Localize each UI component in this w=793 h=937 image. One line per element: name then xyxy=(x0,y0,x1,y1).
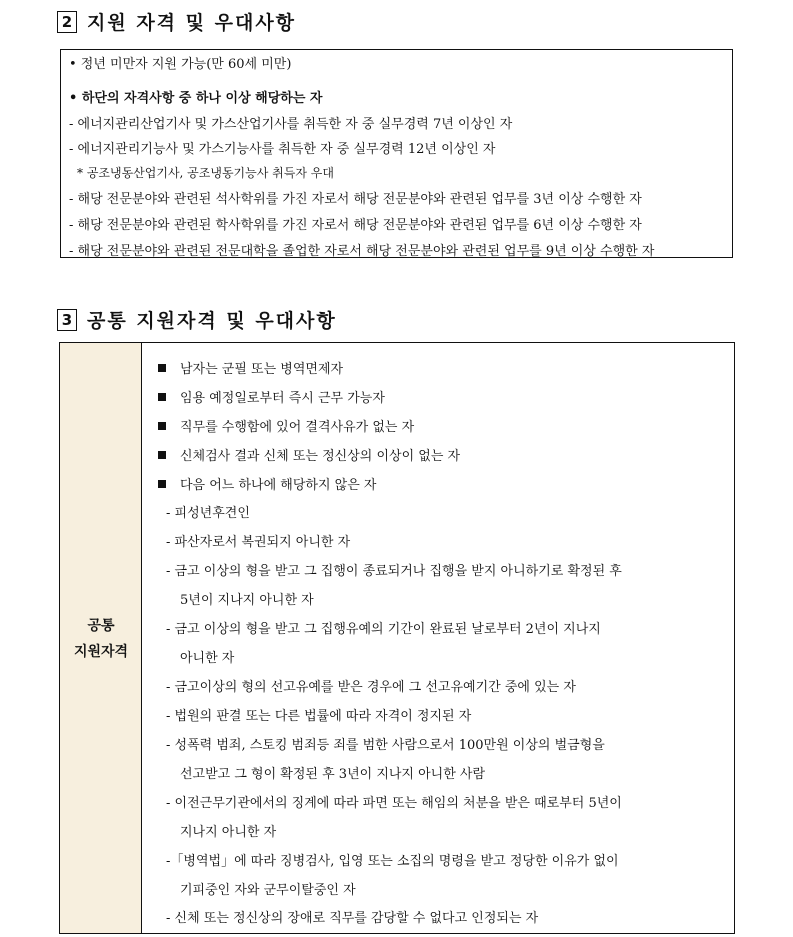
section-2-heading xyxy=(57,8,296,35)
bullet-item: 임용 예정일로부터 즉시 근무 가능자 xyxy=(158,387,385,406)
list-item-continuation: 지나지 아니한 자 xyxy=(180,825,277,840)
section-3-heading xyxy=(57,306,337,333)
qual-line: - 해당 전문분야와 관련된 학사학위를 가진 자로서 해당 전문분야와 관련된 업무를 6년 이상 수행한 자 xyxy=(69,218,642,233)
square-bullet-icon xyxy=(158,393,166,401)
qual-line: • 정년 미만자 지원 가능(만 60세 미만) xyxy=(69,57,292,72)
section-2-title: 지원 자격 및 우대사항 xyxy=(87,12,297,34)
qual-line: - 에너지관리산업기사 및 가스산업기사를 취득한 자 중 실무경력 7년 이상인 자 xyxy=(69,117,513,132)
bullet-item: 남자는 군필 또는 병역면제자 xyxy=(158,358,343,377)
common-qualifications-table xyxy=(59,342,735,934)
square-bullet-icon xyxy=(158,451,166,459)
list-item: - 금고이상의 형의 선고유예를 받은 경우에 그 선고유예기간 중에 있는 자 xyxy=(166,680,576,695)
label-line-1: 공통 xyxy=(87,618,115,634)
section-2-number: 2 xyxy=(57,11,77,33)
section-3-number: 3 xyxy=(57,309,77,331)
label-column xyxy=(60,343,142,933)
list-item: - 피성년후견인 xyxy=(166,506,250,521)
qual-line-heading: • 하단의 자격사항 중 하나 이상 해당하는 자 xyxy=(69,91,323,106)
qualifications-box xyxy=(60,49,733,258)
square-bullet-icon xyxy=(158,364,166,372)
qual-line: - 해당 전문분야와 관련된 전문대학을 졸업한 자로서 해당 전문분야와 관련된 업무를 9년 이상 수행한 자 xyxy=(69,244,655,259)
list-item: - 금고 이상의 형을 받고 그 집행이 종료되거나 집행을 받지 아니하기로 확정된 후 xyxy=(166,564,622,579)
list-item: - 이전근무기관에서의 징계에 따라 파면 또는 해임의 처분을 받은 때로부터 5년이 xyxy=(166,796,622,811)
section-3-title: 공통 지원자격 및 우대사항 xyxy=(87,310,337,332)
list-item: - 신체 또는 정신상의 장애로 직무를 감당할 수 없다고 인정되는 자 xyxy=(166,911,539,926)
list-item: - 법원의 판결 또는 다른 법률에 따라 자격이 정지된 자 xyxy=(166,709,472,724)
bullet-item: 신체검사 결과 신체 또는 정신상의 이상이 없는 자 xyxy=(158,445,460,464)
label-line-2: 지원자격 xyxy=(73,644,129,660)
list-item: - 금고 이상의 형을 받고 그 집행유예의 기간이 완료된 날로부터 2년이 지나지 xyxy=(166,622,601,637)
qual-note: * 공조냉동산업기사, 공조냉동기능사 취득자 우대 xyxy=(77,166,334,180)
list-item-continuation: 선고받고 그 형이 확정된 후 3년이 지나지 아니한 사람 xyxy=(180,767,486,782)
square-bullet-icon xyxy=(158,480,166,488)
list-item: - 성폭력 범죄, 스토킹 범죄등 죄를 범한 사람으로서 100만원 이상의 벌금형을 xyxy=(166,738,605,753)
qual-line: - 에너지관리기능사 및 가스기능사를 취득한 자 중 실무경력 12년 이상인 자 xyxy=(69,142,496,157)
bullet-item: 직무를 수행함에 있어 결격사유가 없는 자 xyxy=(158,416,414,435)
qual-line: - 해당 전문분야와 관련된 석사학위를 가진 자로서 해당 전문분야와 관련된 업무를 3년 이상 수행한 자 xyxy=(69,192,642,207)
bullet-item: 다음 어느 하나에 해당하지 않은 자 xyxy=(158,474,376,493)
list-item-continuation: 아니한 자 xyxy=(180,651,235,666)
list-item: -「병역법」에 따라 징병검사, 입영 또는 소집의 명령을 받고 정당한 이유가 없이 xyxy=(166,854,619,869)
square-bullet-icon xyxy=(158,422,166,430)
list-item-continuation: 5년이 지나지 아니한 자 xyxy=(180,593,314,608)
list-item-continuation: 기피중인 자와 군무이탈중인 자 xyxy=(180,883,356,898)
list-item: - 파산자로서 복권되지 아니한 자 xyxy=(166,535,351,550)
